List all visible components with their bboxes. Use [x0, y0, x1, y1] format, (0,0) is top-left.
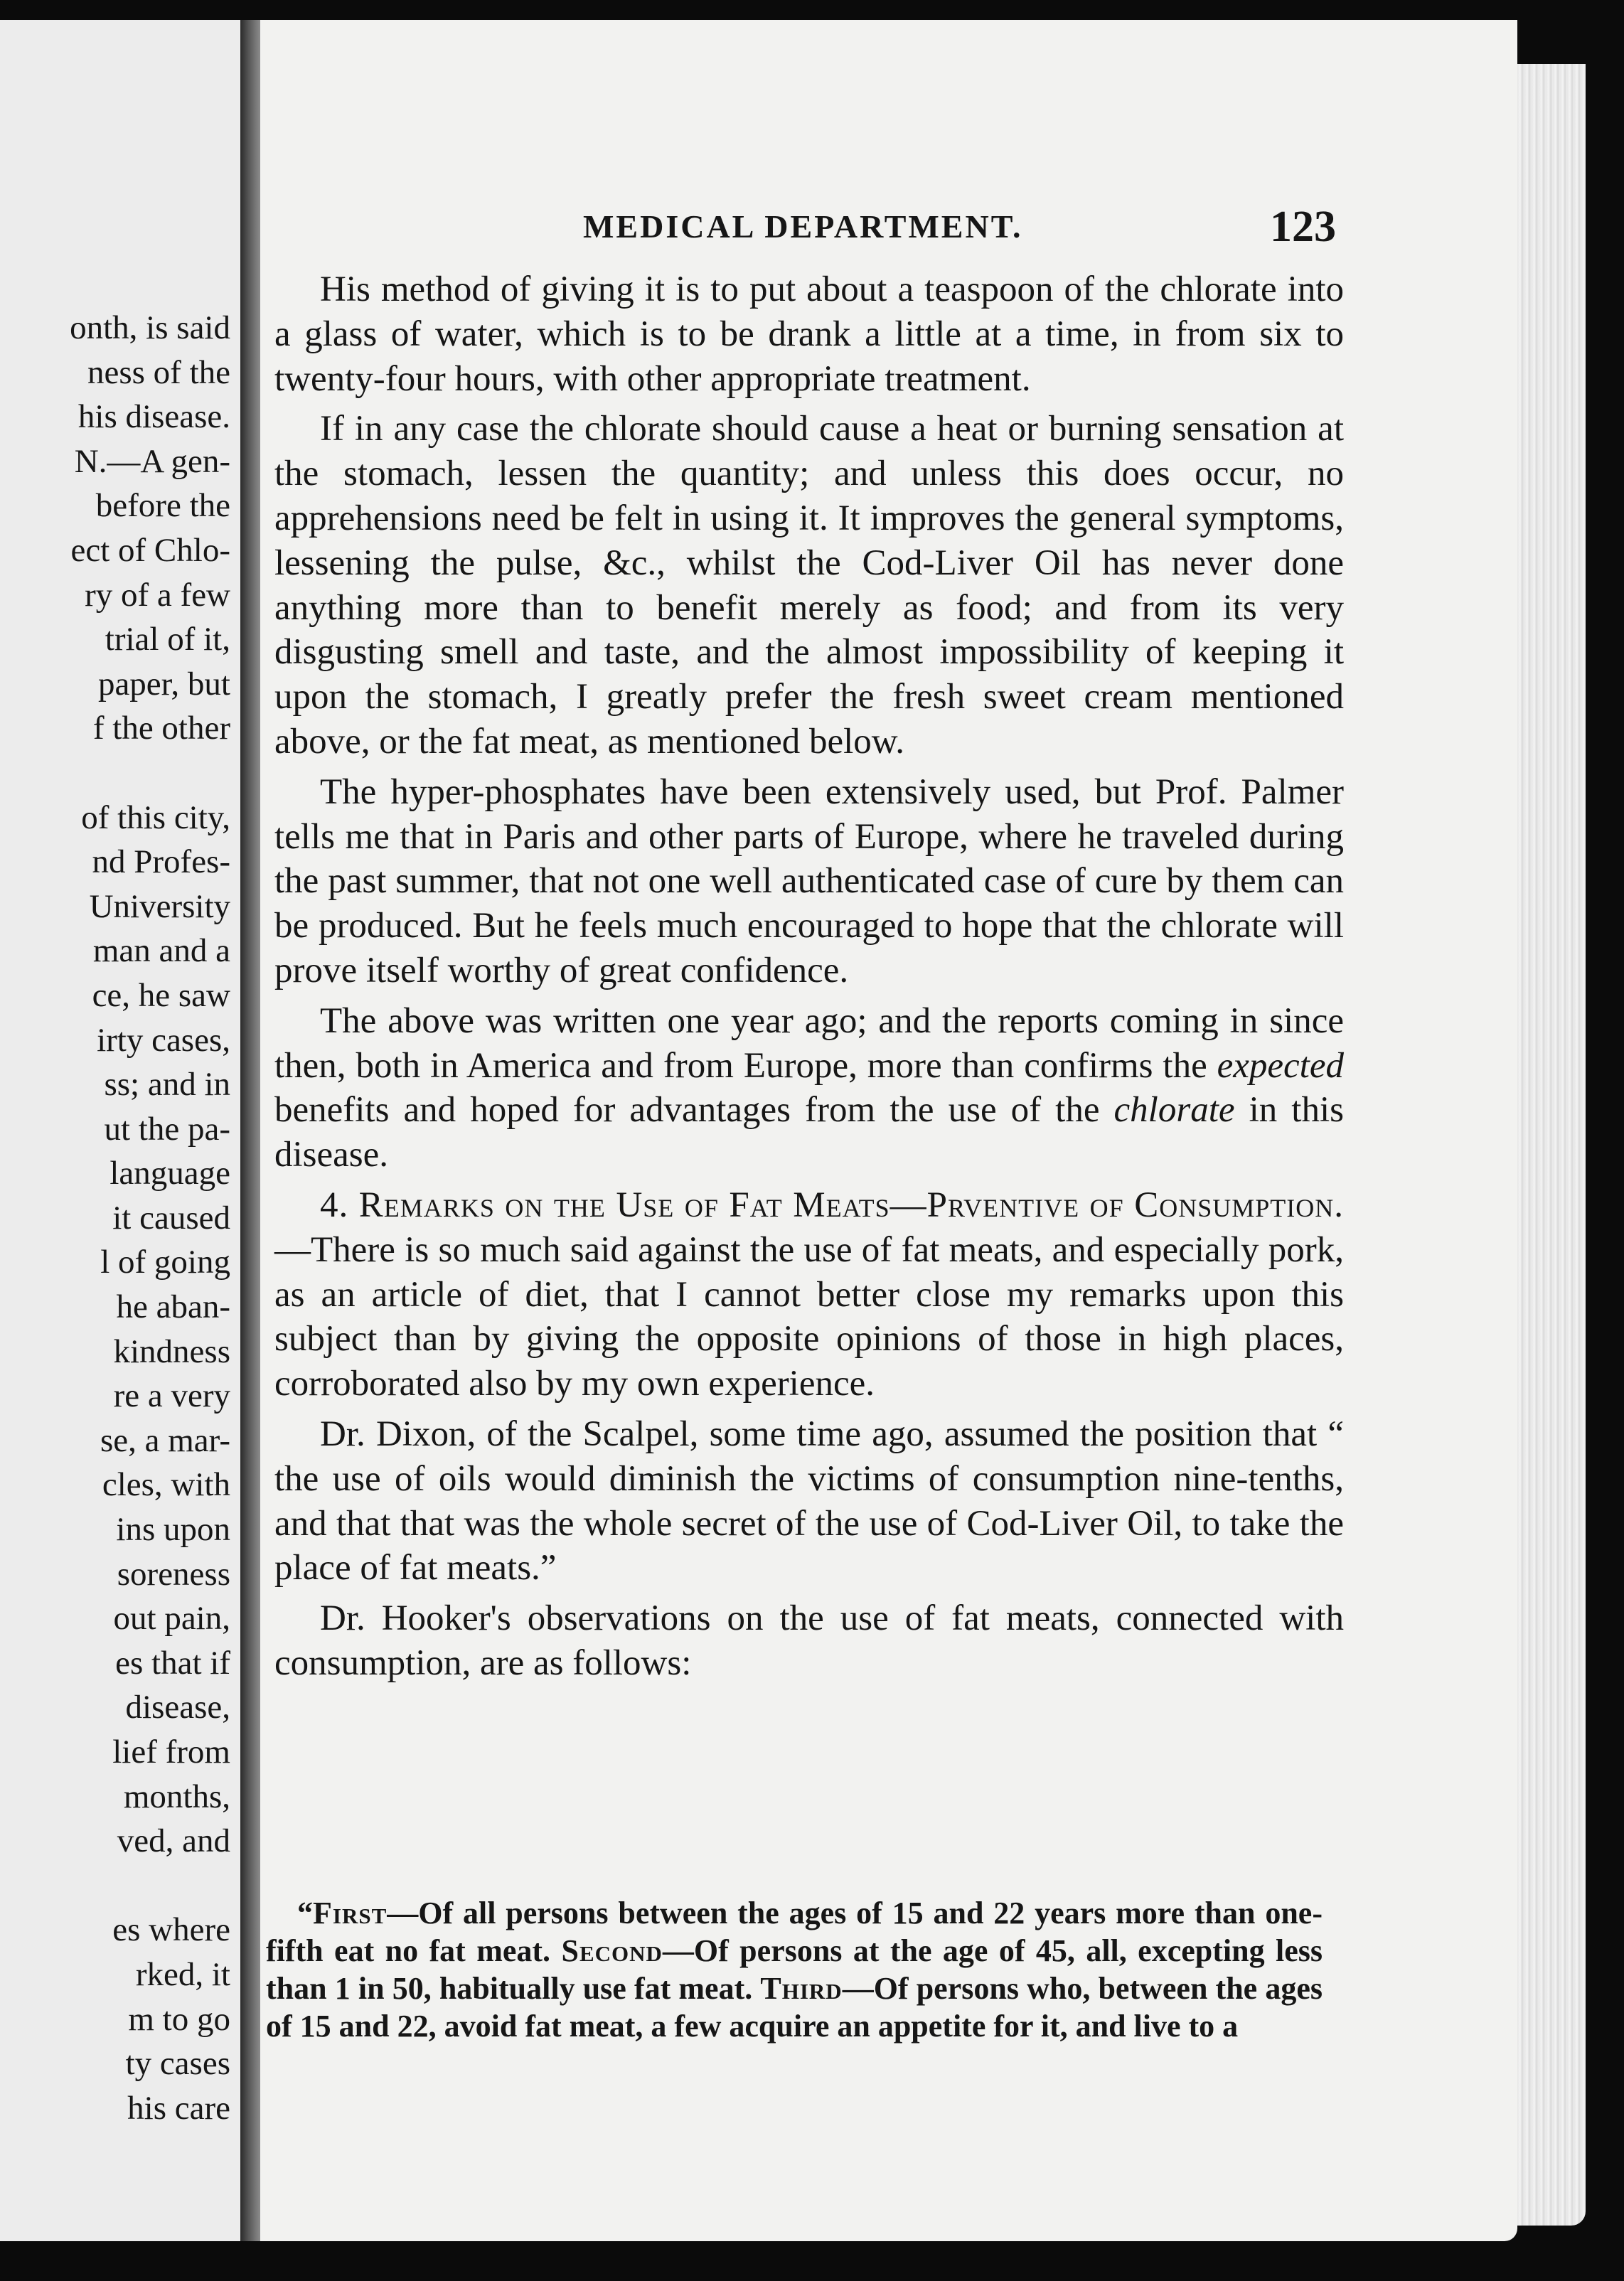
left-page-line: ry of a few	[85, 576, 230, 614]
left-page-line: onth, is said	[70, 309, 230, 346]
left-page-line: irty cases,	[97, 1021, 230, 1059]
left-page-line: paper, but	[97, 665, 230, 703]
left-page-text	[17, 306, 230, 2130]
paragraph-4-part-b: benefits and hoped for advantages from the use of the	[274, 1090, 1100, 1131]
left-page-line: ins upon	[116, 1511, 230, 1549]
paragraph-3: The hyper-phosphates have been extensively used, but Prof. Palmer tells me that in Paris and other parts of Europe, where he traveled during the past summer, that not one well authenticated case of cure by them can be produced. But he feels much encouraged to hope that the chlorate will prove itself worthy of great confidence.	[274, 771, 1344, 990]
paragraph-5-text: —There is so much said against the use of fat meats, and especially pork, as an article of diet, that I cannot better close my remarks upon this subject than by giving the opposite opinions of those in high places, corroborated also by my own experience.	[274, 1229, 1344, 1404]
quotation-block	[266, 1894, 1323, 2045]
left-page-line: ved, and	[117, 1822, 230, 1860]
third-label: Third	[760, 1971, 843, 2006]
left-page-line: lief from	[112, 1734, 230, 1770]
left-page-line: N.—A gen-	[74, 442, 230, 480]
paragraph-6: Dr. Dixon, of the Scalpel, some time ago, assumed the position that “ the use of oils would diminish the victims of consumption nine-tenths, and that that was the whole secret of the use of Cod-Liver Oil, to take the place of fat meats.”	[274, 1414, 1344, 1588]
page-number: 123	[1270, 203, 1336, 251]
left-page-line: cles, with	[102, 1466, 230, 1504]
paragraph-4-part-c: in this disease.	[274, 1090, 1344, 1175]
left-page-line: he aban-	[116, 1288, 230, 1326]
left-page-line: f the other	[92, 710, 230, 747]
left-page-line: l of going	[100, 1244, 230, 1281]
left-page-line: man and a	[92, 932, 230, 970]
page-edges	[1517, 64, 1586, 2226]
left-page-line: University	[89, 887, 230, 925]
paragraph-7: Dr. Hooker's observations on the use of fat meats, connected with consumption, are as follows:	[274, 1598, 1344, 1683]
left-page-line: of this city,	[81, 798, 230, 836]
left-page-line: re a very	[113, 1377, 230, 1415]
left-page-line: ce, he saw	[92, 976, 230, 1014]
paragraph-4	[274, 999, 1344, 1177]
left-page-line: m to go	[128, 2000, 230, 2038]
main-text	[274, 267, 1344, 1692]
left-page-line: ut the pa-	[104, 1110, 230, 1148]
left-page-line: his care	[127, 2089, 230, 2127]
left-page-line: before the	[95, 487, 230, 525]
left-page-line: trial of it,	[105, 621, 230, 658]
paragraph-4-part-a: The above was written one year ago; and the reports coming in since then, both in America and from Europe, more than confirms the	[274, 1000, 1344, 1086]
left-page-line: months,	[123, 1778, 230, 1815]
first-label: First	[313, 1896, 388, 1930]
first-text: —Of all persons between the ages of 15 and 22 years more than one-fifth eat no fat meat.	[266, 1896, 1323, 1968]
left-page-line: kindness	[113, 1332, 230, 1370]
left-page-line: disease,	[125, 1689, 230, 1726]
left-page-line	[17, 751, 230, 796]
binding-gutter	[240, 20, 260, 2241]
left-page-line: es that if	[115, 1644, 230, 1682]
left-page-line: ect of Chlo-	[70, 531, 230, 569]
paragraph-5	[274, 1183, 1344, 1406]
left-page-line: ty cases	[125, 2045, 230, 2083]
left-page-line: es where	[112, 1911, 230, 1949]
left-page-line: rked, it	[135, 1955, 230, 1993]
paragraph-4-emphasis-chlorate: chlorate	[1113, 1090, 1235, 1131]
left-page-line: nd Profes-	[92, 843, 230, 881]
left-page-line: soreness	[117, 1555, 230, 1593]
paragraph-2: If in any case the chlorate should cause a heat or burning sensation at the stomach, lessen the quantity; and unless this does occur, no apprehensions need be felt in using it. It improves the general symptoms, lessening the pulse, &c., whilst the Cod-Liver Oil has never done anything more than to benefit merely as food; and from its very disgusting smell and taste, and the almost impossibility of keeping it upon the stomach, I greatly prefer the fresh sweet cream mentioned above, or the fat meat, as mentioned below.	[274, 409, 1344, 762]
left-page-line: ss; and in	[104, 1066, 230, 1104]
second-label: Second	[561, 1933, 663, 1968]
left-page-line: se, a mar-	[100, 1421, 230, 1459]
quote-open-mark: “	[297, 1896, 313, 1930]
paragraph-4-emphasis-expected: expected	[1217, 1045, 1344, 1086]
left-page-line	[17, 1864, 230, 1908]
second-text: —Of persons at the age of 45, all, excepting less than 1 in 50, habitually use fat meat.	[266, 1933, 1323, 2006]
running-head: MEDICAL DEPARTMENT.	[583, 208, 1023, 245]
left-page-line: his disease.	[78, 398, 230, 436]
quotation-text	[266, 1894, 1323, 2045]
left-page-line: language	[109, 1155, 230, 1192]
left-page-line: out pain,	[113, 1600, 230, 1638]
left-facing-page	[0, 20, 242, 2241]
section-heading: 4. Remarks on the Use of Fat Meats—Prventive of Consumption.	[320, 1185, 1344, 1225]
paragraph-1: His method of giving it is to put about a teaspoon of the chlorate into a glass of water, which is to be drank a little at a time, in from six to twenty-four hours, with other appropriate treatment.	[274, 269, 1344, 399]
left-page-line: it caused	[112, 1199, 230, 1236]
left-page-line: ness of the	[87, 353, 230, 391]
third-text: —Of persons who, between the ages of 15 and 22, avoid fat meat, a few acquire an appetite for it, and live to a	[266, 1971, 1323, 2044]
